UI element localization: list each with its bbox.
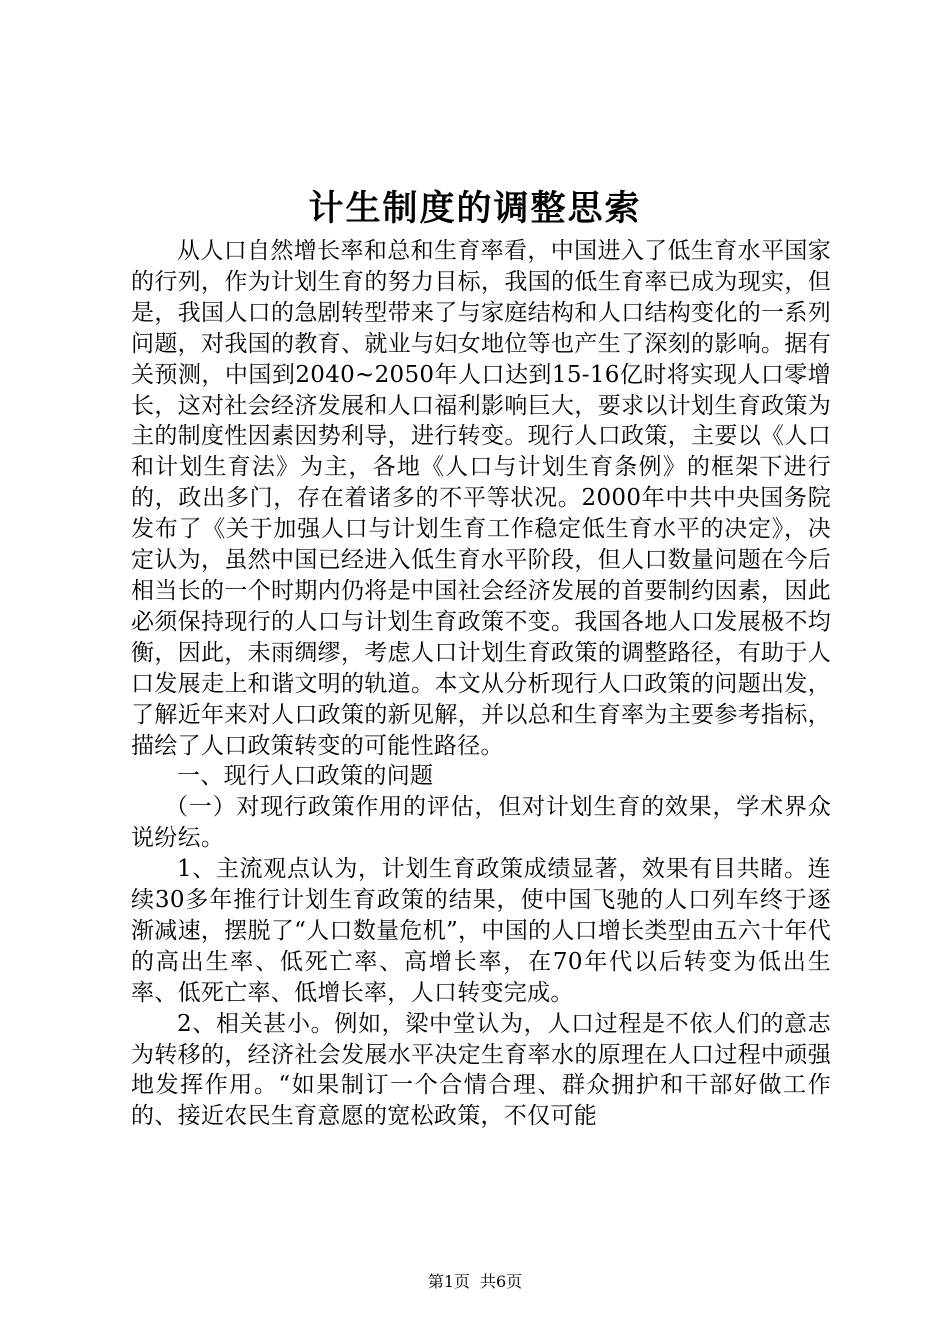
paragraph-point-1: 1、主流观点认为，计划生育政策成绩显著，效果有目共睹。连续30多年推行计划生育政策的结果，使中国飞驰的人口列车终于逐渐减速，摆脱了“人口数量危机”，中国的人口增长类型由五六十年代的高出生率、低死亡率、高增长率，在70年代以后转变为低出生率、低死亡率、低增长率，人口转变完成。 xyxy=(131,856,831,1006)
document-body xyxy=(131,236,831,1132)
page-footer xyxy=(0,1272,950,1292)
page-number: 第1页 xyxy=(427,1272,470,1291)
subsection-heading: （一）对现行政策作用的评估，但对计划生育的效果，学术界众说纷纭。 xyxy=(131,794,831,852)
section-heading: 一、现行人口政策的问题 xyxy=(177,763,434,790)
document-title: 计生制度的调整思索 xyxy=(308,188,642,229)
paragraph-intro: 从人口自然增长率和总和生育率看，中国进入了低生育水平国家的行列，作为计划生育的努力目标，我国的低生育率已成为现实，但是，我国人口的急剧转型带来了与家庭结构和人口结构变化的一系列问题，对我国的教育、就业与妇女地位等也产生了深刻的影响。据有关预测，中国到2040~2050年人口达到15-16亿时将实现人口零增长，这对社会经济发展和人口福利影响巨大，要求以计划生育政策为主的制度性因素因势利导，进行转变。现行人口政策，主要以《人口和计划生育法》为主，各地《人口与计划生育条例》的框架下进行的，政出多门，存在着诸多的不平等状况。2000年中共中央国务院发布了《关于加强人口与计划生育工作稳定低生育水平的决定》，决定认为，虽然中国已经进入低生育水平阶段，但人口数量问题在今后相当长的一个时期内仍将是中国社会经济发展的首要制约因素，因此必须保持现行的人口与计划生育政策不变。我国各地人口发展极不均衡，因此，未雨绸缪，考虑人口计划生育政策的调整路径，有助于人口发展走上和谐文明的轨道。本文从分析现行人口政策的问题出发，了解近年来对人口政策的新见解，并以总和生育率为主要参考指标，描绘了人口政策转变的可能性路径。 xyxy=(131,238,831,759)
page-total: 共6页 xyxy=(480,1272,523,1291)
paragraph-point-2: 2、相关甚小。例如，梁中堂认为，人口过程是不依人们的意志为转移的，经济社会发展水平决定生育率水的原理在人口过程中顽强地发挥作用。“如果制订一个合情合理、群众拥护和干部好做工作的、接近农民生育意愿的宽松政策，不仅可能 xyxy=(131,1010,831,1130)
